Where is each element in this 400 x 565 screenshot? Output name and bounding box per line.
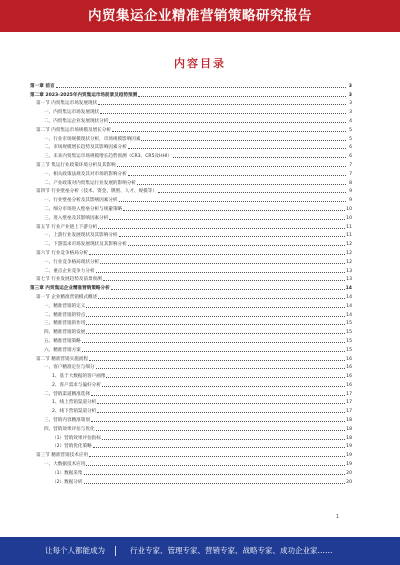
- toc-entry[interactable]: [30, 467, 352, 476]
- toc-entry-title: 一、大数据技术应用: [44, 462, 86, 468]
- toc-entry-page: 20: [346, 479, 352, 485]
- toc-entry-page: 7: [349, 162, 352, 168]
- toc-entry[interactable]: [30, 247, 352, 256]
- toc-entry-title: 四、精准营销的发展: [44, 330, 86, 336]
- toc-entry[interactable]: [30, 282, 352, 291]
- toc-entry-title: 一、客户精准定位与细分: [44, 365, 95, 371]
- toc-leader-dots: [123, 210, 345, 211]
- toc-entry[interactable]: [30, 318, 352, 327]
- toc-entry[interactable]: [30, 256, 352, 265]
- toc-entry-page: 3: [349, 101, 352, 107]
- toc-entry-page: 18: [346, 418, 352, 424]
- toc-entry-title: 1、基于大数据的客户画像: [52, 374, 106, 380]
- toc-entry-title: 第一节 企业精准营销模式概述: [36, 294, 98, 300]
- toc-entry[interactable]: [30, 291, 352, 300]
- toc-entry-page: 10: [346, 206, 352, 212]
- toc-leader-dots: [109, 219, 345, 220]
- toc-leader-dots: [98, 228, 345, 229]
- toc-leader-dots: [96, 368, 346, 369]
- toc-leader-dots: [119, 201, 346, 202]
- toc-entry-title: 第四节 行业壁垒分析（技术、资金、牌照、人才、规模等）: [36, 189, 157, 195]
- toc-entry-title: 一、行业壁垒分析及其影响因素分析: [44, 198, 118, 204]
- footer-divider: [115, 546, 116, 556]
- footer-slogan: 让每个人都能成为: [45, 546, 105, 555]
- toc-entry[interactable]: [30, 133, 352, 142]
- toc-leader-dots: [97, 403, 345, 404]
- toc-entry[interactable]: [30, 98, 352, 107]
- toc-entry-title: 三、未来内贸集运市场规模增长趋势预测（CR3、CR5及HHI）: [44, 154, 172, 160]
- toc-entry[interactable]: [30, 379, 352, 388]
- toc-leader-dots: [119, 236, 346, 237]
- toc-leader-dots: [103, 280, 345, 281]
- toc-entry[interactable]: [30, 80, 352, 89]
- toc-entry-page: 19: [346, 453, 352, 459]
- toc-entry-page: 17: [346, 400, 352, 406]
- toc-entry[interactable]: [30, 115, 352, 124]
- toc-entry[interactable]: [30, 423, 352, 432]
- toc-entry-page: 11: [346, 224, 352, 230]
- toc-leader-dots: [89, 456, 345, 457]
- toc-entry-page: 13: [346, 277, 352, 283]
- toc-leader-dots: [96, 430, 346, 431]
- toc-entry[interactable]: [30, 238, 352, 247]
- toc-entry-page: 17: [346, 409, 352, 415]
- report-title-banner: [0, 0, 400, 32]
- toc-entry-title: 二、市场规模增长趋势及其影响因素分析: [44, 145, 127, 151]
- toc-entry[interactable]: [30, 230, 352, 239]
- toc-entry-page: 15: [346, 338, 352, 344]
- toc-entry[interactable]: [30, 326, 352, 335]
- footer-tagline: 行业专家、管理专家、营销专家、战略专家、成功企业家……: [130, 546, 333, 555]
- toc-leader-dots: [84, 474, 346, 475]
- toc-entry-title: 第三章 内贸集运企业精准营销策略分析: [30, 286, 110, 292]
- toc-entry-title: 三、进入壁垒及其影响因素分析: [44, 215, 109, 221]
- toc-entry[interactable]: [30, 370, 352, 379]
- toc-entry-page: 5: [349, 127, 352, 133]
- toc-entry-title: 一、上游行业发展现状及其影响分析: [44, 233, 118, 239]
- toc-entry-title: 第一章 前言: [30, 83, 55, 89]
- toc-entry-title: 一、相关政策法规及其对市场的影响分析: [44, 171, 127, 177]
- toc-leader-dots: [102, 386, 345, 387]
- toc-entry-page: 12: [346, 250, 352, 256]
- toc-entry[interactable]: [30, 388, 352, 397]
- footer-banner: [0, 537, 400, 565]
- toc-entry-title: 二、产业政策对内贸集运行业发展的影响分析: [44, 180, 136, 186]
- toc-entry-page: 9: [349, 198, 352, 204]
- toc-entry-page: 5: [349, 136, 352, 142]
- toc-leader-dots: [91, 421, 345, 422]
- toc-entry-title: （2）数据分析: [52, 479, 83, 485]
- toc-entry-title: 一、内贸集运市场发展现状: [44, 110, 100, 116]
- toc-leader-dots: [112, 131, 346, 132]
- toc-leader-dots: [82, 342, 345, 343]
- toc-entry-title: 1、线上营销渠道分析: [52, 400, 97, 406]
- toc-entry[interactable]: [30, 414, 352, 423]
- toc-entry[interactable]: [30, 353, 352, 362]
- toc-entry-title: 第二章 2023-2025年内贸集运市场前景及趋势预测: [30, 92, 138, 98]
- toc-leader-dots: [84, 483, 346, 484]
- toc-entry-title: 一、行业市场规模现状分析，市场规模影响因素: [44, 136, 141, 142]
- toc-entry-page: 13: [346, 268, 352, 274]
- toc-leader-dots: [137, 184, 346, 185]
- toc-entry-page: 15: [346, 347, 352, 353]
- toc-entry-page: 14: [345, 286, 352, 292]
- toc-entry-title: （1）数据采集: [52, 470, 83, 476]
- toc-leader-dots: [82, 351, 345, 352]
- toc-entry-page: 14: [346, 294, 352, 300]
- toc-leader-dots: [93, 447, 345, 448]
- toc-entry-title: 第二节 精准营销实施流程: [36, 356, 88, 362]
- toc-entry[interactable]: [30, 476, 352, 485]
- toc-entry-page: 10: [346, 215, 352, 221]
- toc-leader-dots: [56, 87, 346, 88]
- toc-entry-page: 18: [346, 435, 352, 441]
- toc-entry-title: 二、营销渠道精准选择: [44, 391, 90, 397]
- toc-entry[interactable]: [30, 405, 352, 414]
- toc-leader-dots: [98, 298, 345, 299]
- toc-entry-page: 4: [349, 118, 352, 124]
- toc-entry-page: 16: [346, 374, 352, 380]
- toc-entry-title: 六、精准营销方案: [44, 347, 81, 353]
- toc-entry-page: 18: [346, 426, 352, 432]
- toc-entry-title: 二、精准营销的特点: [44, 312, 86, 318]
- toc-entry-page: 6: [349, 154, 352, 160]
- toc-leader-dots: [128, 245, 345, 246]
- toc-leader-dots: [86, 324, 345, 325]
- toc-entry-title: 一、行业竞争格局现状分析: [44, 259, 100, 265]
- toc-entry-page: 14: [346, 312, 352, 318]
- toc-entry[interactable]: [30, 221, 352, 230]
- toc-entry[interactable]: [30, 335, 352, 344]
- toc-entry[interactable]: [30, 150, 352, 159]
- toc-entry[interactable]: [30, 142, 352, 151]
- toc-leader-dots: [106, 377, 345, 378]
- toc-entry-title: 第一节 内贸集运市场发展现状: [36, 101, 98, 107]
- toc-leader-dots: [86, 333, 345, 334]
- toc-entry-page: 15: [346, 330, 352, 336]
- table-of-contents: [30, 80, 352, 520]
- toc-entry-title: 五、精准营销策略: [44, 338, 81, 344]
- toc-entry-title: 二、下游需求市场发展现状及其影响分析: [44, 242, 127, 248]
- toc-entry-page: 6: [349, 145, 352, 151]
- toc-entry[interactable]: [30, 168, 352, 177]
- toc-entry-title: 第六节 行业竞争格局分析: [36, 250, 88, 256]
- toc-entry-page: 17: [346, 391, 352, 397]
- toc-entry-title: 第三节 精准营销技术应用: [36, 453, 88, 459]
- toc-leader-dots: [86, 307, 345, 308]
- toc-entry-page: 9: [349, 189, 352, 195]
- toc-entry-page: 12: [346, 242, 352, 248]
- toc-entry-page: 3: [348, 83, 352, 89]
- toc-leader-dots: [86, 316, 345, 317]
- toc-entry[interactable]: [30, 177, 352, 186]
- toc-entry-page: 11: [346, 233, 352, 239]
- toc-entry-title: 二、重点企业竞争力分析: [44, 268, 95, 274]
- toc-entry-page: 15: [346, 321, 352, 327]
- toc-entry-title: 第七节 行业发展趋势及前景预测: [36, 277, 102, 283]
- toc-entry-page: 19: [346, 462, 352, 468]
- toc-entry[interactable]: [30, 274, 352, 283]
- toc-entry[interactable]: [30, 300, 352, 309]
- toc-entry[interactable]: [30, 203, 352, 212]
- toc-leader-dots: [111, 289, 345, 290]
- toc-leader-dots: [91, 395, 345, 396]
- toc-entry[interactable]: [30, 397, 352, 406]
- toc-entry[interactable]: [30, 362, 352, 371]
- toc-entry-page: 7: [349, 171, 352, 177]
- toc-leader-dots: [96, 272, 346, 273]
- toc-entry[interactable]: [30, 458, 352, 467]
- toc-entry[interactable]: [30, 124, 352, 133]
- page-number: 1: [336, 514, 340, 520]
- toc-entry-page: 16: [346, 356, 352, 362]
- toc-leader-dots: [89, 254, 345, 255]
- toc-entry-title: 一、精准营销的定义: [44, 303, 86, 309]
- toc-leader-dots: [158, 192, 346, 193]
- toc-entry-page: 16: [346, 382, 352, 388]
- toc-entry-title: 二、内贸集运企业发展现状分析: [44, 118, 109, 124]
- toc-entry-page: 19: [346, 444, 352, 450]
- toc-leader-dots: [173, 157, 346, 158]
- toc-leader-dots: [109, 122, 346, 123]
- toc-leader-dots: [98, 104, 346, 105]
- toc-entry-page: 20: [346, 470, 352, 476]
- toc-leader-dots: [100, 113, 346, 114]
- toc-entry[interactable]: [30, 344, 352, 353]
- toc-entry-page: 3: [348, 92, 352, 98]
- toc-entry-page: 16: [346, 365, 352, 371]
- toc-entry[interactable]: [30, 186, 352, 195]
- toc-entry[interactable]: [30, 212, 352, 221]
- toc-entry[interactable]: [30, 194, 352, 203]
- toc-entry-title: 二、细分市场进入壁垒分析与规避策略: [44, 206, 123, 212]
- toc-entry[interactable]: [30, 449, 352, 458]
- toc-entry[interactable]: [30, 159, 352, 168]
- toc-entry-title: 2、线下营销渠道分析: [52, 409, 97, 415]
- toc-leader-dots: [89, 360, 345, 361]
- toc-entry-title: 第三节 集运行业政策环境分析及其影响: [36, 162, 116, 168]
- toc-entry-title: 四、营销效果评估与优化: [44, 426, 95, 432]
- toc-leader-dots: [100, 263, 345, 264]
- toc-entry-page: 8: [349, 180, 352, 186]
- toc-entry[interactable]: [30, 441, 352, 450]
- toc-entry-title: （2）营销优化策略: [52, 444, 92, 450]
- toc-entry-title: （1）营销效果评估指标: [52, 435, 101, 441]
- toc-leader-dots: [102, 439, 345, 440]
- toc-entry[interactable]: [30, 432, 352, 441]
- toc-entry-title: 第二节 内贸集运市场规模及增长分析: [36, 127, 111, 133]
- toc-entry-title: 第五节 行业产业链上下游分析: [36, 224, 98, 230]
- toc-leader-dots: [117, 166, 346, 167]
- toc-leader-dots: [128, 175, 346, 176]
- toc-leader-dots: [141, 140, 346, 141]
- toc-entry-page: 12: [346, 259, 352, 265]
- toc-entry[interactable]: [30, 106, 352, 115]
- toc-entry[interactable]: [30, 265, 352, 274]
- toc-heading: 内容目录: [174, 57, 226, 70]
- toc-leader-dots: [138, 96, 346, 97]
- toc-entry-title: 2、客户需求与偏好分析: [52, 382, 101, 388]
- toc-entry-title: 三、营销内容精准策划: [44, 418, 90, 424]
- report-title: 内贸集运企业精准营销策略研究报告: [88, 8, 312, 24]
- toc-entry[interactable]: [30, 89, 352, 98]
- toc-leader-dots: [128, 148, 346, 149]
- toc-entry-page: 3: [349, 110, 352, 116]
- toc-entry[interactable]: [30, 309, 352, 318]
- toc-entry-page: 14: [346, 303, 352, 309]
- toc-leader-dots: [97, 412, 345, 413]
- toc-leader-dots: [86, 465, 345, 466]
- toc-entry-title: 三、精准营销的作用: [44, 321, 86, 327]
